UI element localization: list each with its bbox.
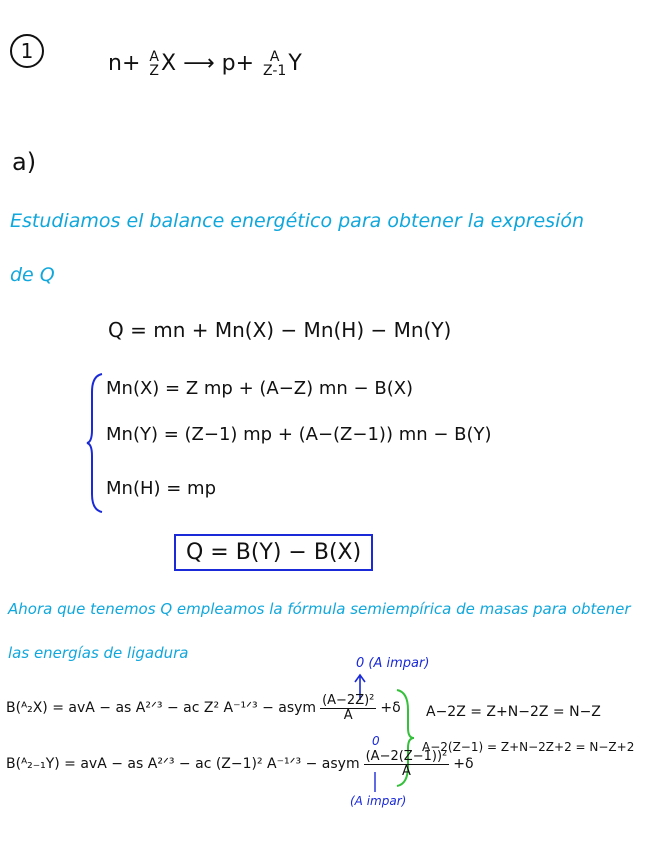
- neutron-term: n+: [108, 51, 141, 76]
- delta-arrow-bottom-icon: [368, 772, 382, 794]
- binding-y-delta: +δ: [453, 756, 474, 773]
- binding-x-frac-num: (A−2Z)²: [322, 693, 375, 708]
- proton-term: p: [221, 51, 236, 76]
- intro-line-2: de Q: [10, 264, 55, 286]
- mass-number-x: A: [149, 49, 159, 65]
- atomic-number-y: Z-1: [263, 63, 287, 79]
- mass-number-y: A: [269, 49, 280, 65]
- binding-x-delta: +δ: [380, 700, 401, 717]
- mass-y-equation: Mn(Y) = (Z−1) mp + (A−(Z−1)) mn − B(Y): [106, 424, 492, 445]
- binding-y-lhs: B(ᴬ₂₋₁Y) = avA − as A²ᐟ³ − ac (Z−1)² A⁻¹ᐟ³ − asym: [6, 756, 360, 773]
- part-a-label: a): [12, 148, 37, 176]
- atomic-number-x: Z: [149, 63, 159, 79]
- binding-y-frac-den: A: [401, 763, 411, 779]
- delta-note-bottom: (A impar): [350, 794, 407, 808]
- q-balance-equation: Q = mn + Mn(X) − Mn(H) − Mn(Y): [108, 318, 452, 342]
- mass-x-equation: Mn(X) = Z mp + (A−Z) mn − B(X): [106, 378, 414, 399]
- binding-x-fraction: [320, 694, 376, 722]
- system-brace-icon: [86, 372, 106, 514]
- reaction-arrow: ⟶: [183, 51, 215, 76]
- binding-energy-y: [6, 750, 474, 778]
- problem-number: 1: [20, 39, 34, 63]
- problem-number-circle: [10, 34, 44, 68]
- binding-y-frac-num: (A−2(Z−1))²: [365, 749, 448, 764]
- nuclear-reaction: [108, 50, 302, 78]
- nucleus-x: X: [160, 51, 177, 76]
- semi-intro-line-2: las energías de ligadura: [8, 644, 189, 662]
- semi-intro-line-1: Ahora que tenemos Q empleamos la fórmula semiempírica de masas para obtener: [8, 600, 631, 618]
- side-note-2: A−2(Z−1) = Z+N−2Z+2 = N−Z+2: [422, 740, 635, 754]
- boxed-q-result: Q = B(Y) − B(X): [174, 534, 373, 571]
- side-note-1: A−2Z = Z+N−2Z = N−Z: [426, 704, 601, 720]
- delta-zero-bottom: 0: [372, 734, 380, 748]
- mass-h-equation: Mn(H) = mp: [106, 478, 217, 499]
- nucleus-y: Y: [288, 51, 302, 76]
- intro-line-1: Estudiamos el balance energético para obtener la expresión: [10, 210, 585, 232]
- binding-x-lhs: B(ᴬ₂X) = avA − as A²ᐟ³ − ac Z² A⁻¹ᐟ³ − asym: [6, 700, 317, 717]
- binding-energy-x: [6, 694, 401, 722]
- plus-sign: +: [235, 51, 255, 76]
- binding-x-frac-den: A: [343, 707, 353, 723]
- delta-note-top: 0 (A impar): [356, 656, 430, 671]
